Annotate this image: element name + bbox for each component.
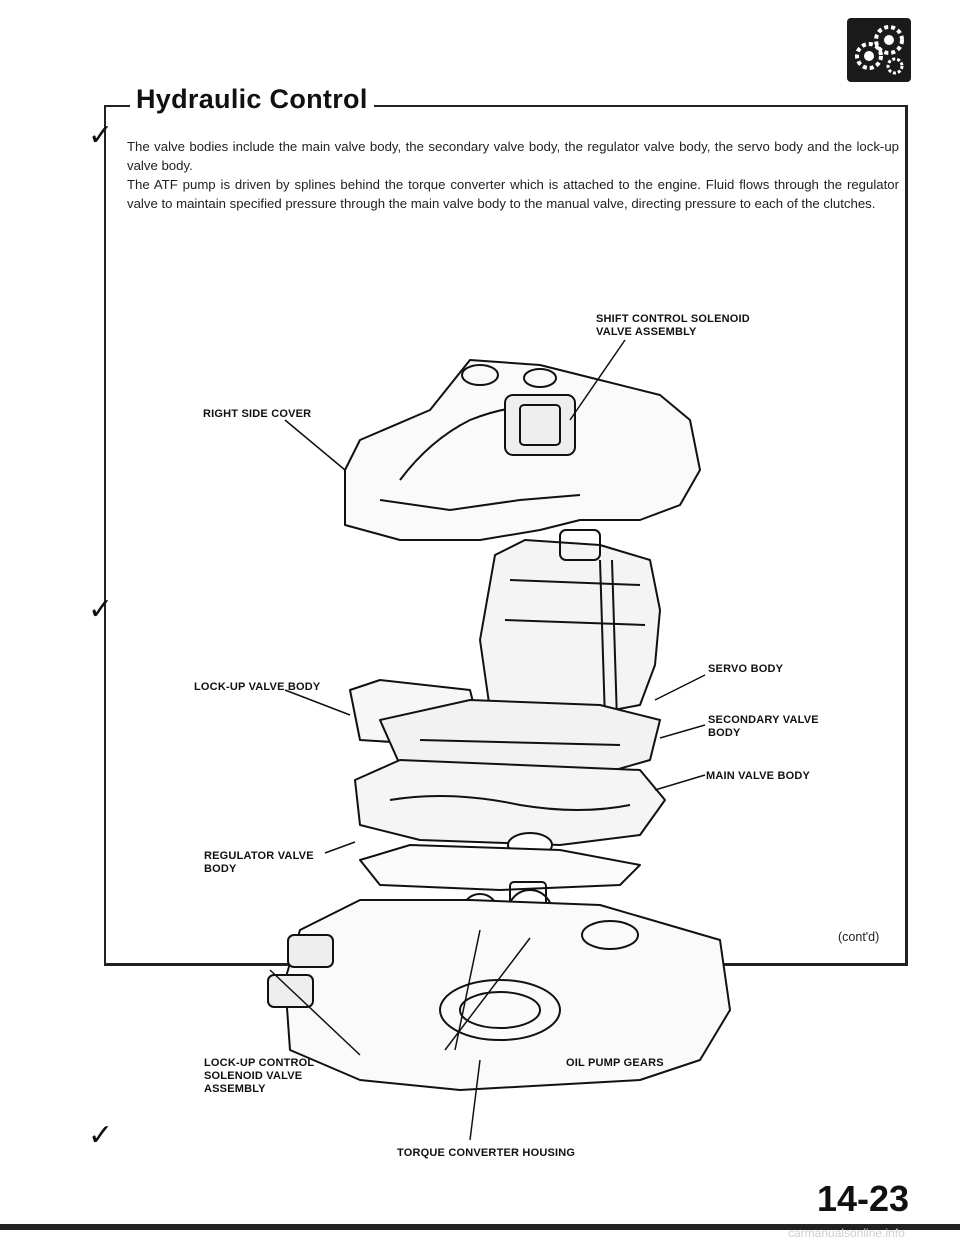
label-line: SHIFT CONTROL SOLENOID — [596, 313, 750, 325]
label-lockup-valve-body: LOCK-UP VALVE BODY — [194, 681, 321, 693]
label-oil-pump-gears: OIL PUMP GEARS — [566, 1057, 664, 1069]
page-number: 14-23 — [817, 1178, 910, 1219]
label-line: SOLENOID VALVE — [204, 1070, 303, 1082]
intro-paragraph: The valve bodies include the main valve body, the secondary valve body, the regulator valve body, the servo body and the lock-up valve body. — [127, 139, 899, 173]
label-torque-converter-housing: TORQUE CONVERTER HOUSING — [397, 1147, 576, 1159]
label-main-valve-body: MAIN VALVE BODY — [706, 770, 811, 782]
label-servo-body: SERVO BODY — [708, 663, 784, 675]
label-right-side-cover: RIGHT SIDE COVER — [203, 408, 312, 420]
check-mark-icon: ✓ — [88, 118, 114, 153]
check-mark-icon: ✓ — [88, 1118, 114, 1153]
label-line: REGULATOR VALVE — [204, 850, 314, 862]
label-line: VALVE ASSEMBLY — [596, 326, 697, 338]
label-line: BODY — [708, 727, 741, 739]
label-line: ASSEMBLY — [204, 1083, 266, 1095]
label-regulator-valve-body — [204, 850, 314, 876]
label-shift-control-solenoid — [596, 313, 750, 339]
label-line: BODY — [204, 863, 237, 875]
label-lockup-control-solenoid — [204, 1057, 314, 1096]
check-mark-icon: ✓ — [88, 592, 114, 627]
section-title: Hydraulic Control — [130, 84, 374, 115]
label-secondary-valve-body — [708, 714, 819, 740]
label-line: LOCK-UP CONTROL — [204, 1057, 315, 1069]
watermark: carmanualsonline.info — [788, 1226, 905, 1240]
intro-paragraph: The ATF pump is driven by splines behind the torque converter which is attached to the engine. Fluid flows through the regulator valve to maintain specified pressure through the main valve body to the manual valve, directing pressure to each of the clutches. — [127, 177, 899, 211]
continued-note: (cont'd) — [838, 930, 880, 944]
label-line: SECONDARY VALVE — [708, 714, 819, 726]
